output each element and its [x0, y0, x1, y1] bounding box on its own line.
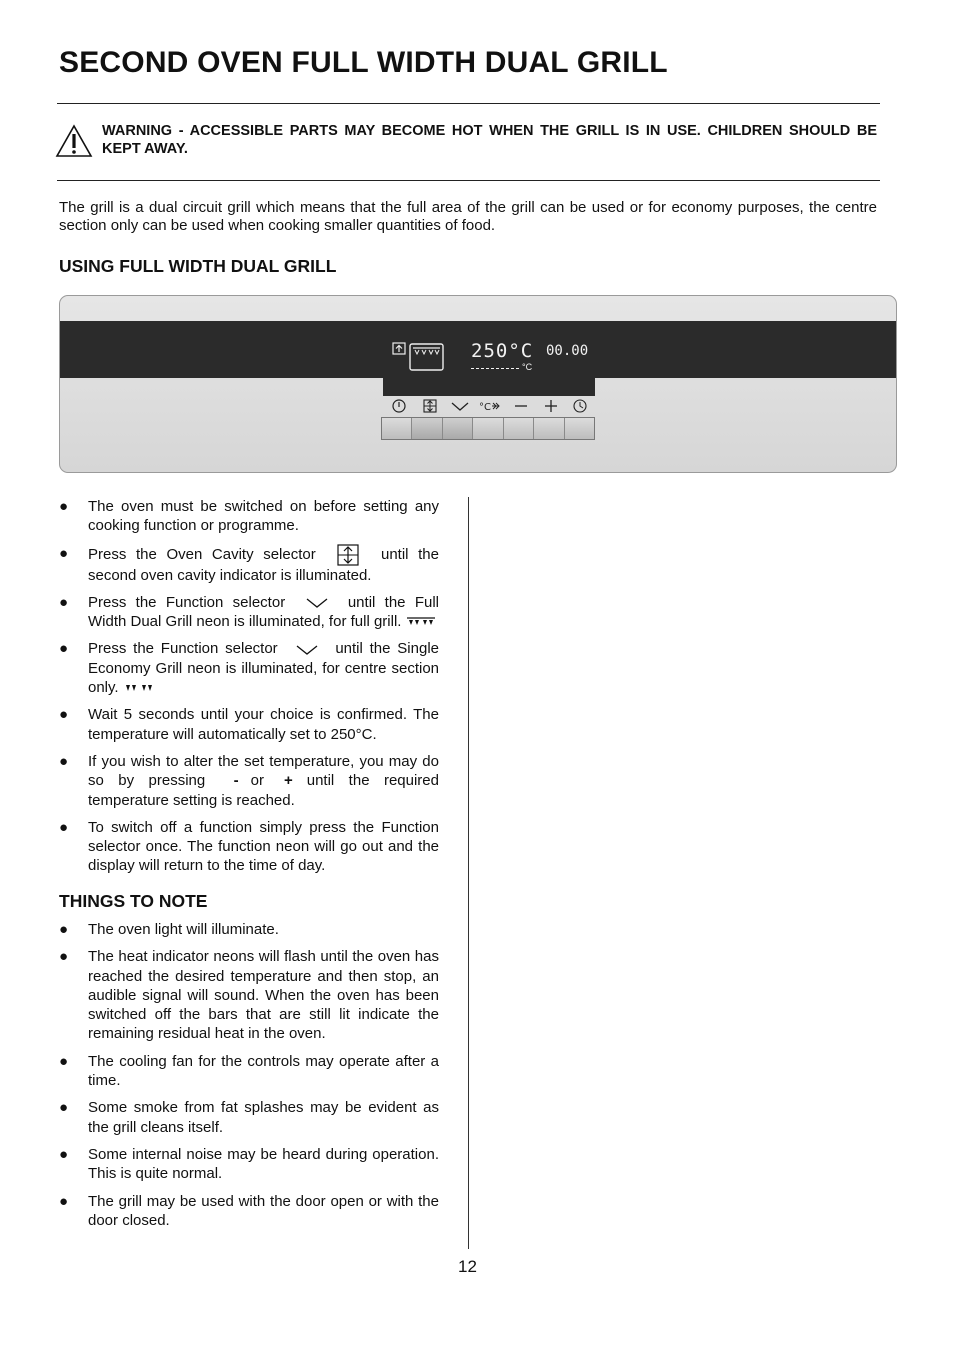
heat-bars-unit: °C: [522, 362, 533, 372]
function-selector-button[interactable]: [443, 418, 473, 439]
temperature-symbol: °C: [508, 340, 534, 362]
function-selector-icon: [449, 397, 471, 415]
list-item: ● Press the Function selector until the Full Width Dual Grill neon is illuminated, for full grill.: [59, 593, 440, 631]
minus-symbol: -: [233, 772, 239, 790]
minus-icon: [510, 397, 532, 415]
using-steps-list: [59, 497, 439, 884]
cavity-selector-button[interactable]: [412, 418, 442, 439]
warning-triangle-icon: [55, 124, 93, 158]
function-selector-icon: [305, 597, 329, 609]
list-item: ● Some smoke from fat splashes may be evident as the grill cleans itself.: [59, 1099, 439, 1136]
clock-button[interactable]: [565, 418, 594, 439]
svg-text:°C: °C: [479, 402, 491, 412]
list-item: ● Press the Oven Cavity selector until the second oven cavity indicator is illuminated.: [59, 544, 439, 584]
plus-symbol: +: [283, 772, 293, 790]
list-item: ● Wait 5 seconds until your choice is confirmed. The temperature will automatically set to 250°C.: [59, 706, 439, 743]
power-icon: [388, 397, 410, 415]
page-number: 12: [458, 1257, 477, 1276]
list-item: ● Some internal noise may be heard during operation. This is quite normal.: [59, 1145, 439, 1183]
section-heading-notes: THINGS TO NOTE: [59, 891, 208, 911]
temperature-icon: [479, 397, 501, 415]
temperature-readout: [471, 340, 533, 362]
full-width-dual-grill-icon: [406, 616, 436, 628]
plus-icon: [540, 397, 562, 415]
intro-paragraph: The grill is a dual circuit grill which means that the full area of the grill can be used or for economy purposes, the centre section only can be used when cooking smaller quantities of food.: [59, 199, 877, 234]
heat-indicator-bars: [471, 368, 519, 369]
divider-bottom: [57, 180, 880, 181]
list-item: ● The heat indicator neons will flash until the oven has reached the desired temperature and then stop, an audible signal will sound. When the oven has been switched off the bars that are still lit indicate the remaining residual heat in the oven.: [59, 948, 439, 1043]
column-divider: [468, 497, 469, 1249]
function-selector-icon: [295, 644, 319, 656]
cavity-selector-icon: [337, 544, 359, 566]
temperature-value: 250: [471, 340, 509, 362]
list-item: ● To switch off a function simply press the Function selector once. The function neon will go out and the display will return to the time of day.: [59, 818, 439, 875]
divider-top: [57, 103, 880, 104]
panel-button-row: [381, 417, 595, 440]
power-button[interactable]: [382, 418, 412, 439]
list-item: ● Press the Function selector until the Single Economy Grill neon is illuminated, for centre section only.: [59, 640, 439, 697]
list-item: ● If you wish to alter the set temperature, you may do so by pressing - or + until the required temperature setting is reached.: [59, 752, 439, 809]
list-item: ● The oven light will illuminate.: [59, 921, 279, 938]
display-tab: [383, 378, 595, 396]
list-item: ● The oven must be switched on before setting any cooking function or programme.: [59, 498, 439, 535]
temperature-button[interactable]: [473, 418, 503, 439]
clock-readout: 00.00: [546, 343, 589, 359]
notes-list: [59, 920, 439, 1238]
single-economy-grill-icon: [123, 682, 157, 694]
cavity-selector-icon: [419, 397, 441, 415]
plus-button[interactable]: [534, 418, 564, 439]
section-heading-using: USING FULL WIDTH DUAL GRILL: [59, 256, 337, 276]
list-item: ● The cooling fan for the controls may operate after a time.: [59, 1052, 439, 1090]
page-title: SECOND OVEN FULL WIDTH DUAL GRILL: [59, 46, 668, 79]
control-panel-illustration: [59, 295, 897, 473]
warning-text: WARNING - ACCESSIBLE PARTS MAY BECOME HOT WHEN THE GRILL IS IN USE. CHILDREN SHOULD BE KEPT AWAY.: [102, 123, 877, 157]
minus-button[interactable]: [504, 418, 534, 439]
list-item: ● The grill may be used with the door open or with the door closed.: [59, 1192, 439, 1229]
cavity-grill-indicator-icon: [391, 342, 447, 372]
clock-icon: [569, 397, 591, 415]
